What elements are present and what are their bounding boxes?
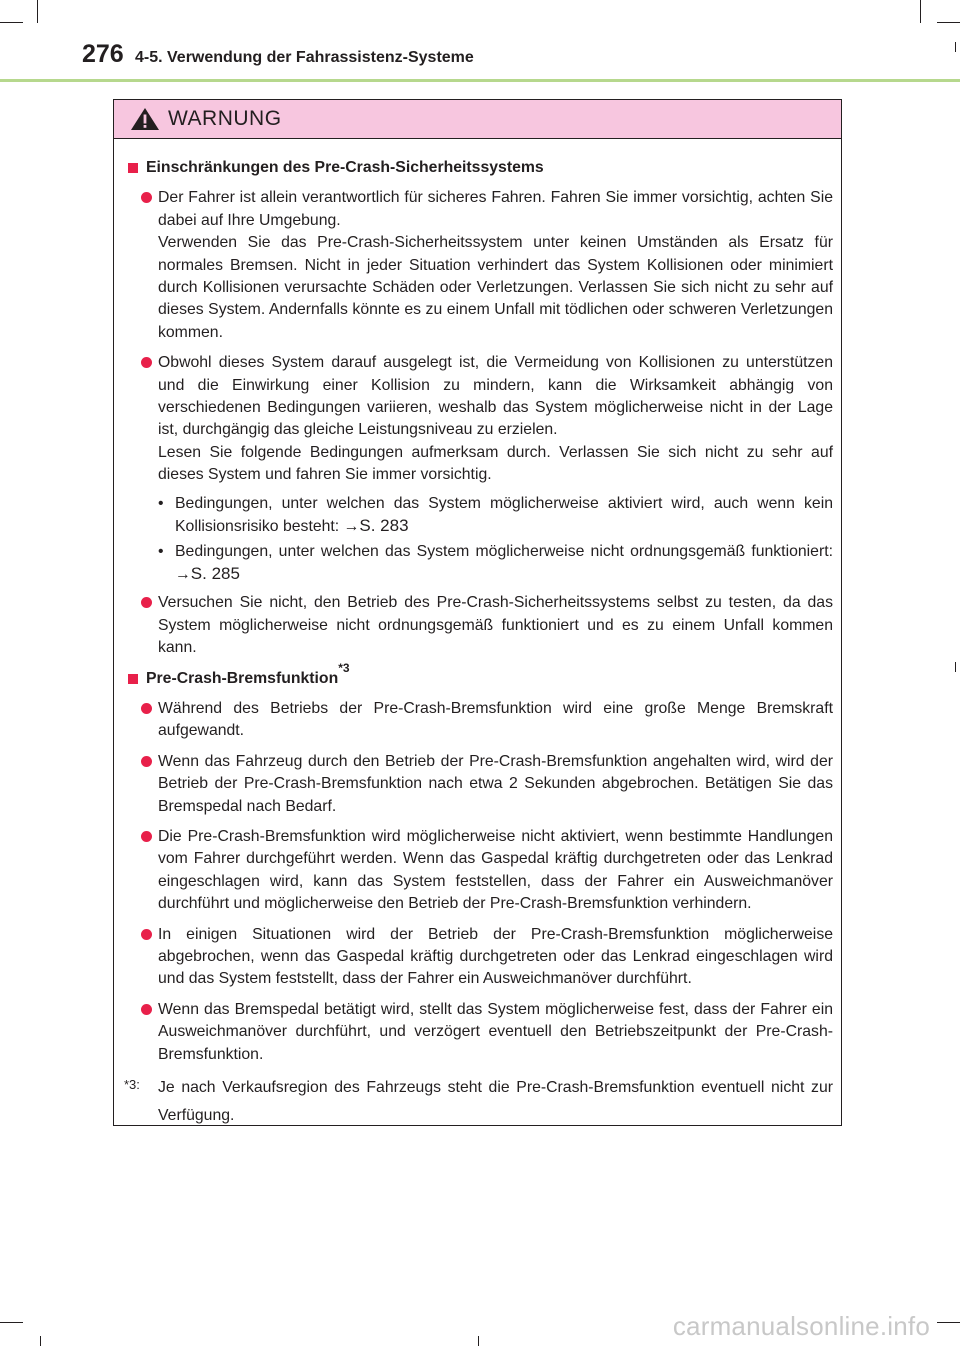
warning-box: [113, 99, 842, 1126]
circle-bullet-icon: [141, 357, 152, 368]
page-reference-link[interactable]: S. 285: [190, 563, 240, 583]
crop-mark: [920, 0, 921, 23]
paragraph: Wenn das Bremspedal betätigt wird, stellt das System möglicherweise fest, dass der Fahrer ein Ausweichmanöver durchführt, und verzögert eventuell den Betriebszeitpunkt der Pre-Crash-Bremsfunktion.: [158, 1000, 833, 1063]
middot-icon: •: [158, 542, 164, 560]
header-rule: [0, 79, 960, 82]
circle-bullet-icon: [141, 831, 152, 842]
paragraph: Der Fahrer ist allein verantwortlich für sicheres Fahren. Fahren Sie immer vorsichtig, achten Sie dabei auf Ihre Umgebung.: [158, 189, 833, 229]
crop-mark: [0, 22, 23, 23]
crop-mark: [937, 22, 960, 23]
sub-list-item: [158, 541, 833, 587]
circle-bullet-icon: [141, 756, 152, 767]
section-title: 4-5. Verwendung der Fahrassistenz-Systeme: [135, 49, 474, 66]
heading-text: Pre-Crash-Bremsfunktion: [146, 669, 339, 687]
crop-mark: [37, 0, 38, 23]
square-bullet-icon: [128, 163, 138, 173]
warning-header: [114, 100, 841, 139]
crop-mark: [937, 1322, 960, 1323]
paragraph: Während des Betriebs der Pre-Crash-Bremsfunktion wird eine große Menge Bremskraft aufgewandt.: [158, 699, 833, 740]
paragraph: Versuchen Sie nicht, den Betrieb des Pre-Crash-Sicherheitssystems selbst zu testen, da das System möglicherweise nicht ordnungsgemäß funktioniert und es zu einem Unfall kommen kann.: [158, 594, 833, 657]
middot-icon: •: [158, 494, 164, 512]
sub-list-item: [158, 493, 833, 539]
circle-bullet-icon: [141, 192, 152, 203]
list-item: [141, 924, 833, 991]
list-item: [141, 826, 833, 916]
arrow-icon: →: [175, 565, 191, 583]
warning-triangle-icon: [130, 107, 160, 131]
list-item: [141, 187, 833, 344]
crop-mark: [40, 1336, 41, 1346]
list-item: [141, 751, 833, 818]
warning-title: WARNUNG: [168, 107, 282, 130]
paragraph: Verwenden Sie das Pre-Crash-Sicherheitssystem unter keinen Umständen als Ersatz für normales Bremsen. Nicht in jeder Situation verhindert das System Kollisionen oder minimiert durch Kollisionen verursachte Schäden oder Verletzungen. Verlassen Sie sich nicht zu sehr auf dieses System. Andernfalls könnte es zu einem Unfall mit tödlichen oder schweren Verletzungen kommen.: [158, 234, 833, 341]
paragraph: Lesen Sie folgende Bedingungen aufmerksam durch. Verlassen Sie sich nicht zu sehr auf dieses System und fahren Sie immer vorsichtig.: [158, 443, 833, 484]
list-item: [141, 592, 833, 659]
warning-content: [114, 139, 841, 1130]
circle-bullet-icon: [141, 597, 152, 608]
page-number: 276: [82, 40, 124, 68]
footnote-text: Je nach Verkaufsregion des Fahrzeugs steht die Pre-Crash-Bremsfunktion eventuell nicht zur Verfügung.: [158, 1079, 833, 1125]
list-item: [141, 352, 833, 486]
list-item: [141, 999, 833, 1066]
crop-mark: [955, 662, 956, 672]
square-bullet-icon: [128, 674, 138, 684]
paragraph: In einigen Situationen wird der Betrieb der Pre-Crash-Bremsfunktion möglicherweise abgebrochen, wenn das Gaspedal kräftig durchgetreten oder das Lenkrad eingeschlagen wird und das System feststellt, dass der Fahrer ein Ausweichmanöver durchführt.: [158, 925, 833, 988]
paragraph: Obwohl dieses System darauf ausgelegt ist, die Vermeidung von Kollisionen zu unterstützen und die Einwirkung einer Kollision zu mindern, kann die Wirksamkeit abhängig von verschiedenen Bedingungen variieren, weshalb das System möglicherweise nicht in der Lage ist, durchgängig das gleiche Leistungsniveau zu erzielen.: [158, 354, 833, 439]
footnote-mark: *3:: [124, 1077, 140, 1093]
arrow-icon: →: [343, 518, 360, 536]
crop-mark: [478, 1336, 479, 1346]
section-heading: Pre-Crash-Bremsfunktion *3: [124, 668, 833, 690]
sub-item-text: Bedingungen, unter welchen das System möglicherweise nicht ordnungsgemäß funktioniert:: [175, 542, 833, 560]
paragraph: Wenn das Fahrzeug durch den Betrieb der Pre-Crash-Bremsfunktion angehalten wird, wird der Betrieb der Pre-Crash-Bremsfunktion nach etwa 2 Sekunden abgebrochen. Betätigen Sie das Bremspedal nach Bedarf.: [158, 752, 833, 815]
sub-item-text: Bedingungen, unter welchen das System möglicherweise aktiviert wird, auch wenn kein Kollisionsrisiko besteht:: [175, 494, 833, 536]
heading-text: Einschränkungen des Pre-Crash-Sicherheitssystems: [146, 159, 544, 176]
crop-mark: [0, 1322, 23, 1323]
section-heading: [124, 157, 833, 179]
paragraph: Die Pre-Crash-Bremsfunktion wird möglicherweise nicht aktiviert, wenn bestimmte Handlungen vom Fahrer durchgeführt werden. Wenn das Gaspedal kräftig durchgetreten oder das Lenkrad eingeschlagen wird, kann das System feststellen, dass der Fahrer ein Ausweichmanöver durchführt und möglicherweise den Betrieb der Pre-Crash-Bremsfunktion verhindern.: [158, 827, 833, 913]
list-item: [141, 698, 833, 743]
circle-bullet-icon: [141, 703, 152, 714]
crop-mark: [955, 42, 956, 52]
circle-bullet-icon: [141, 1004, 152, 1015]
page-reference-link[interactable]: S. 283: [359, 516, 409, 536]
footnote: [124, 1074, 833, 1130]
circle-bullet-icon: [141, 929, 152, 940]
watermark: carmanualsonline.info: [672, 1311, 930, 1341]
